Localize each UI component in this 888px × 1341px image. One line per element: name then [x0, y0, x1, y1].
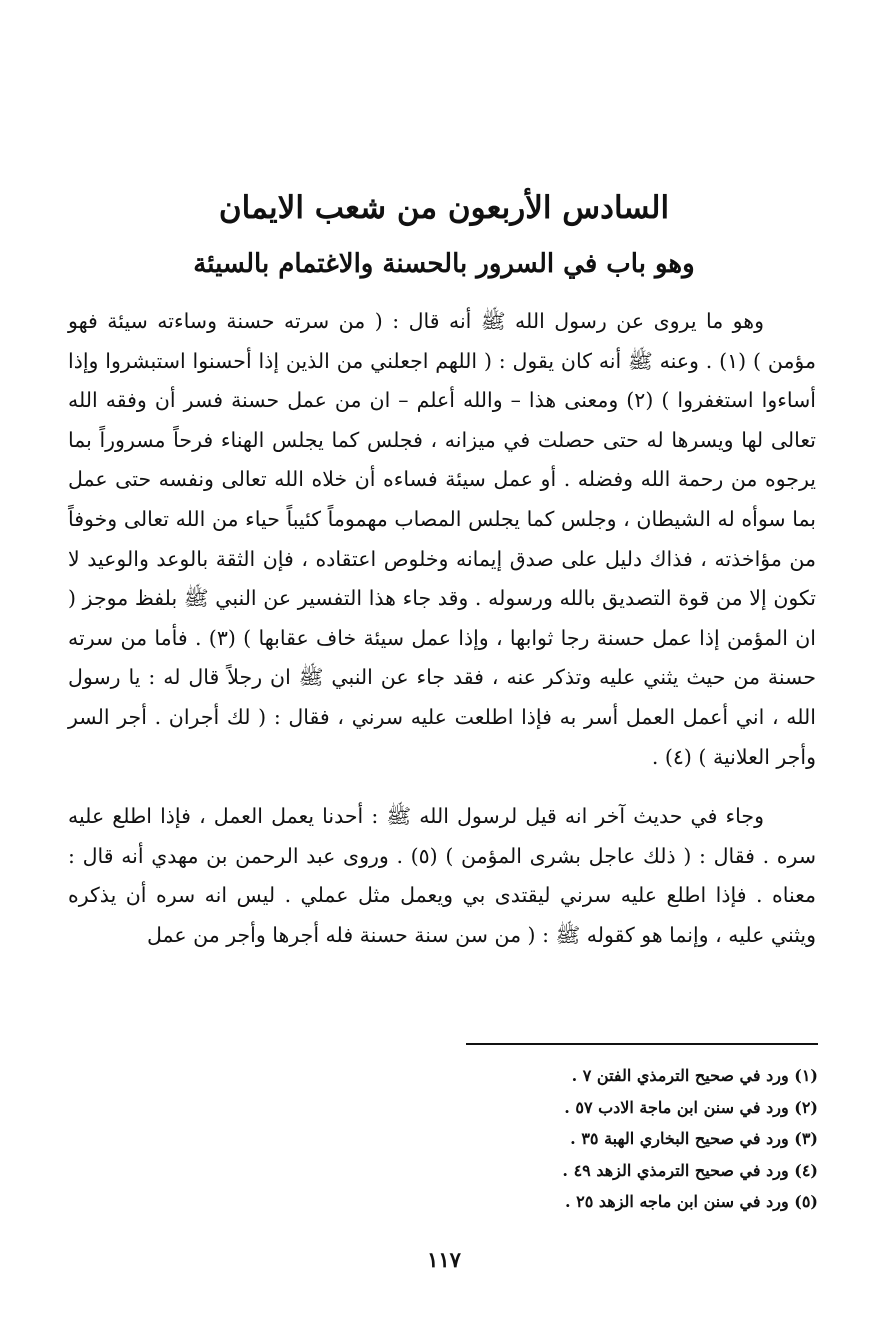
chapter-subtitle: وهو باب في السرور بالحسنة والاغتمام بالسيئة [193, 249, 695, 279]
footnote-1: (١) ورد في صحيح الترمذي الفتن ٧ . [571, 1066, 818, 1085]
page-number: ١١٧ [427, 1247, 461, 1272]
footnotes-list [398, 1060, 818, 1218]
paragraph-2: وجاء في حديث آخر انه قيل لرسول الله ﷺ : أحدنا يعمل العمل ، فإذا اطلع عليه سره . فقال : ( ذلك عاجل بشرى المؤمن ) (٥) . وروى عبد الرحمن بن مهدي أنه قال : معناه . فإذا اطلع عليه سرني ليقتدى بي ويعمل مثل عملي . ليس انه سره أن يذكره ويثني عليه ، وإنما هو كقوله ﷺ : ( من سن سنة حسنة فله أجرها وأجر من عمل [68, 804, 816, 947]
footnote-2: (٢) ورد في سنن ابن ماجة الادب ٥٧ . [564, 1097, 818, 1117]
paragraph-1: وهو ما يروى عن رسول الله ﷺ أنه قال : ( من سرته حسنة وساءته سيئة فهو مؤمن ) (١) . وعنه ﷺ أنه كان يقول : ( اللهم اجعلني من الذين إذا أحسنوا استبشروا وإذا أساءوا استغفروا ) (٢) ومعنى هذا – والله أعلم – ان من عمل حسنة فسر أن وفقه الله تعالى لها ويسرها له حتى حصلت في ميزانه ، فجلس كما يجلس الهناء فرحاً مسروراً بما يرجوه من رحمة الله وفضله . أو عمل سيئة فساءه أن خلاه الله تعالى ونفسه حتى عمل بما سوأه له الشيطان ، وجلس كما يجلس المصاب مهموماً كئيباً حياء من الله تعالى وخوفاً من مؤاخذته ، فذاك دليل على صدق إيمانه وخلوص اعتقاده ، فإن الثقة بالوعد والوعيد لا تكون إلا من قوة التصديق بالله ورسوله . وقد جاء هذا التفسير عن النبي ﷺ بلفظ موجز ( ان المؤمن إذا عمل حسنة رجا ثوابها ، وإذا عمل سيئة خاف عقابها ) (٣) . فأما من سرته حسنة من حيث يثني عليه وتذكر عنه ، فقد جاء عن النبي ﷺ ان رجلاً قال له : يا رسول الله ، اني أعمل العمل أسر به فإذا اطلعت عليه سرني ، فقال : ( لك أجران . أجر السر وأجر العلانية ) (٤) . [68, 309, 816, 769]
footnote-3: (٣) ورد في صحيح البخاري الهبة ٣٥ . [570, 1129, 818, 1148]
footnote-4: (٤) ورد في صحيح الترمذي الزهد ٤٩ . [562, 1160, 818, 1180]
chapter-title: السادس الأربعون من شعب الايمان [218, 190, 670, 226]
body-text [68, 302, 816, 956]
footnote-divider [466, 1043, 818, 1045]
footnote-5: (٥) ورد في سنن ابن ماجه الزهد ٢٥ . [564, 1192, 818, 1211]
